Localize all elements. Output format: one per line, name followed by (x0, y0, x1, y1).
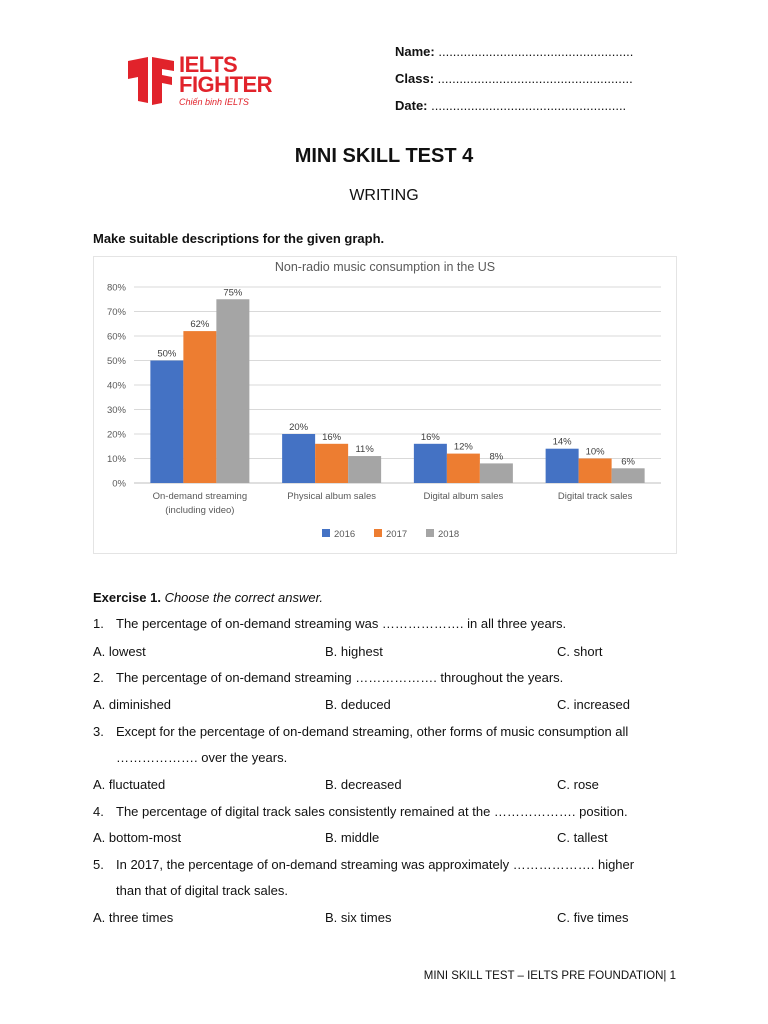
y-tick-label: 60% (106, 331, 126, 343)
y-tick-label: 80% (106, 282, 126, 294)
page-footer: MINI SKILL TEST – IELTS PRE FOUNDATION| 1 (423, 970, 676, 982)
logo-line1: IELTS (179, 52, 238, 77)
data-label: 12% (453, 441, 473, 453)
q4-option-c[interactable]: C. tallest (557, 830, 608, 845)
ielts-fighter-logo (126, 52, 296, 107)
y-tick-label: 20% (106, 429, 126, 441)
question-number: 3. (93, 724, 104, 739)
x-tick-label: Physical album sales (287, 491, 376, 502)
data-label: 6% (621, 456, 635, 468)
legend-swatch (322, 529, 330, 537)
q5-option-a[interactable]: A. three times (93, 910, 174, 925)
data-label: 14% (552, 436, 572, 448)
y-tick-label: 30% (106, 405, 126, 416)
page-subtitle: WRITING (349, 187, 419, 204)
legend-swatch (374, 529, 382, 537)
q4-option-b[interactable]: B. middle (325, 830, 380, 845)
data-label: 75% (223, 287, 243, 299)
x-tick-label: Digital track sales (557, 491, 633, 502)
bar (348, 456, 381, 483)
q3-option-c[interactable]: C. rose (557, 777, 599, 792)
q3-option-a[interactable]: A. fluctuated (93, 777, 166, 792)
question-number: 2. (93, 670, 104, 685)
question-5 (93, 857, 634, 872)
bar (480, 463, 513, 483)
data-label: 50% (157, 348, 177, 360)
legend-label: 2017 (386, 529, 408, 540)
logo-tagline: Chiến binh IELTS (179, 97, 249, 107)
bar (447, 454, 480, 483)
bar (150, 361, 183, 484)
logo-line2: FIGHTER (179, 72, 273, 97)
question-2 (93, 670, 563, 685)
legend-label: 2018 (438, 529, 460, 540)
exercise-heading (93, 590, 323, 605)
name-label: Name: (395, 44, 435, 59)
q3-option-b[interactable]: B. decreased (325, 777, 402, 792)
question-3 (93, 724, 628, 739)
question-3-continuation: ………………. over the years. (116, 750, 288, 765)
question-1 (93, 616, 566, 631)
y-tick-label: 10% (106, 454, 126, 465)
q4-option-a[interactable]: A. bottom-most (93, 830, 182, 845)
q1-option-b[interactable]: B. highest (325, 644, 383, 659)
question-text: The percentage of digital track sales consistently remained at the ………………. position. (116, 804, 628, 819)
data-label: 8% (489, 451, 504, 463)
bar (183, 331, 216, 483)
logo-emblem-icon (126, 55, 176, 107)
bar (579, 459, 612, 484)
data-label: 11% (355, 444, 374, 456)
bar (612, 468, 645, 483)
bar (414, 444, 447, 483)
bar (315, 444, 348, 483)
data-label: 10% (585, 446, 605, 458)
data-label: 20% (289, 422, 309, 433)
x-tick-label: (including video) (165, 505, 235, 516)
q2-option-a[interactable]: A. diminished (93, 697, 172, 712)
question-text: The percentage of on-demand streaming was ………………. in all three years. (116, 616, 567, 631)
question-text: In 2017, the percentage of on-demand streaming was approximately ………………. higher (116, 857, 635, 872)
y-tick-label: 50% (106, 356, 126, 367)
question-number: 5. (93, 857, 104, 872)
exercise-label: Exercise 1. (93, 590, 161, 605)
date-field[interactable] (395, 98, 626, 113)
bar (546, 449, 579, 483)
class-dots: ...................................................... (434, 71, 633, 86)
y-tick-label: 70% (106, 307, 126, 318)
legend-label: 2016 (334, 529, 356, 540)
q2-option-c[interactable]: C. increased (557, 697, 630, 712)
q5-option-b[interactable]: B. six times (325, 910, 392, 925)
y-tick-label: 0% (112, 478, 126, 490)
x-tick-label: On-demand streaming (152, 491, 248, 502)
question-text: Except for the percentage of on-demand streaming, other forms of music consumption all (116, 724, 629, 739)
chart-container (93, 256, 677, 554)
page-title: MINI SKILL TEST 4 (294, 145, 474, 167)
q2-option-b[interactable]: B. deduced (325, 697, 391, 712)
instruction-text: Make suitable descriptions for the given graph. (93, 231, 385, 246)
data-label: 16% (322, 431, 342, 443)
q1-option-a[interactable]: A. lowest (93, 644, 146, 659)
question-5-continuation: than that of digital track sales. (116, 883, 288, 898)
data-label: 62% (190, 319, 210, 331)
q5-option-c[interactable]: C. five times (557, 910, 629, 925)
x-tick-label: Digital album sales (423, 491, 504, 502)
question-number: 1. (93, 616, 104, 631)
name-field[interactable] (395, 44, 633, 59)
name-dots: ...................................................... (434, 44, 634, 59)
chart-title: Non-radio music consumption in the US (274, 260, 496, 274)
class-field[interactable] (395, 71, 633, 86)
bar-chart (94, 257, 676, 553)
question-text: The percentage of on-demand streaming ………………. throughout the years. (116, 670, 564, 685)
bar (282, 434, 315, 483)
date-label: Date: (395, 98, 428, 113)
date-dots: ...................................................... (427, 98, 627, 113)
bar (216, 299, 249, 483)
question-4 (93, 804, 628, 819)
exercise-instruction: Choose the correct answer. (160, 590, 324, 605)
question-number: 4. (93, 804, 104, 819)
legend-swatch (426, 529, 434, 537)
class-label: Class: (395, 71, 435, 86)
y-tick-label: 40% (106, 380, 126, 392)
data-label: 16% (420, 431, 440, 443)
q1-option-c[interactable]: C. short (557, 644, 603, 659)
